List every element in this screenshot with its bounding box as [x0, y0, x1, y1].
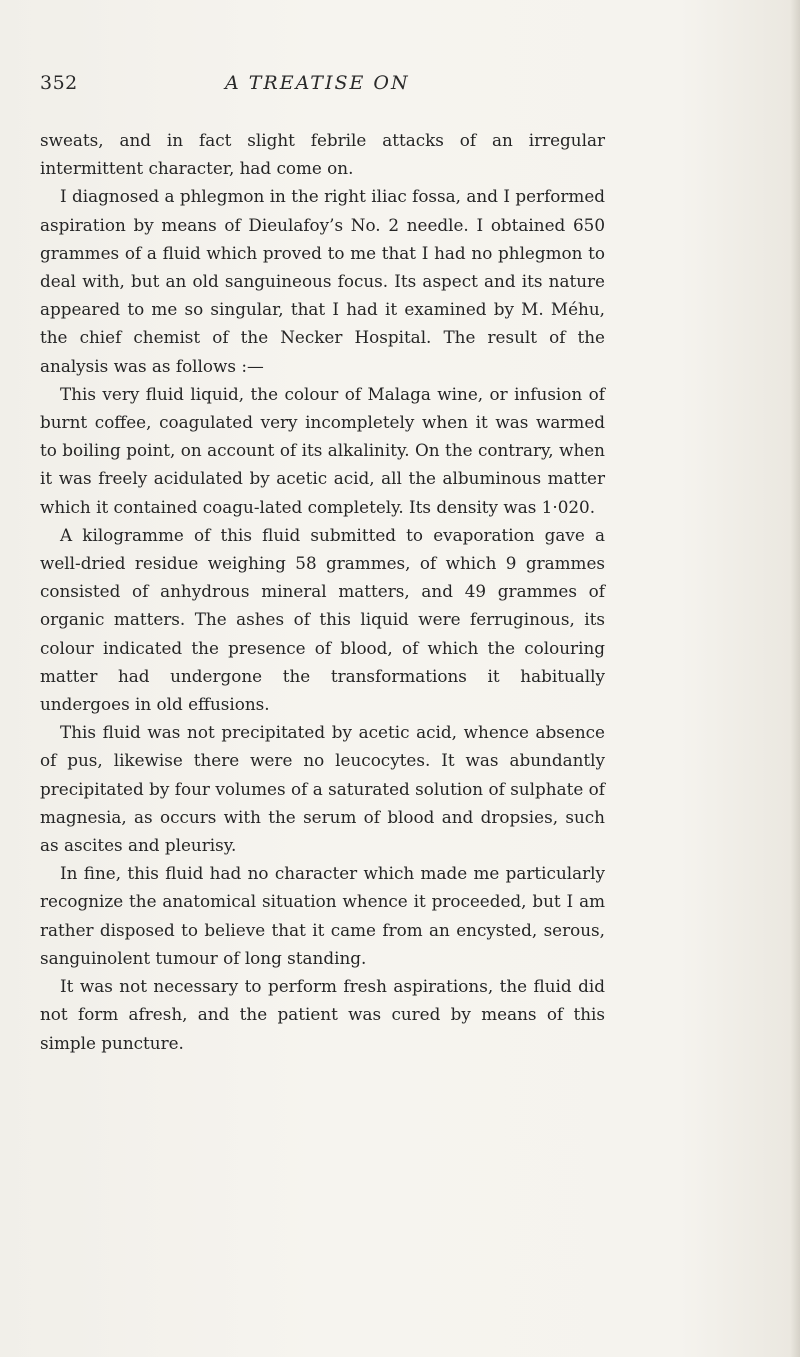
page-edge-shadow [790, 0, 800, 1357]
paragraph-5: This fluid was not precipitated by acetic acid, whence absence of pus, likewise there were no leucocytes. It was abundantly precipitated by four volumes of a saturated solution of sulphate of magnesia, as occurs with the serum of blood and dropsies, such as ascites and pleurisy. [40, 722, 605, 856]
page-number: 352 [40, 72, 78, 94]
running-head [40, 72, 600, 102]
paragraph-6: In fine, this fluid had no character which made me particularly recognize the anatomical situation whence it proceeded, but I am rather disposed to believe that it came from an encysted, serous, sanguinolent tumour of long standing. [40, 863, 605, 968]
running-title: A TREATISE ON [225, 72, 410, 94]
paragraph-1: sweats, and in fact slight febrile attacks of an irregular intermittent character, had come on. [40, 130, 605, 179]
paragraph-3: This very fluid liquid, the colour of Malaga wine, or infusion of burnt coffee, coagulated very incompletely when it was warmed to boiling point, on account of its alkalinity. On the contrary, when it was freely acidulated by acetic acid, all the albuminous matter which it contained coagu-lated completely. Its density was 1·020. [40, 383, 605, 517]
body-text [40, 126, 605, 1057]
paragraph-7: It was not necessary to perform fresh aspirations, the fluid did not form afresh, and the patient was cured by means of this simple puncture. [40, 976, 605, 1053]
paragraph-4: A kilogramme of this fluid submitted to evaporation gave a well-dried residue weighing 58 grammes, of which 9 grammes consisted of anhydrous mineral matters, and 49 grammes of organic matters. The ashes of this liquid were ferruginous, its colour indicated the presence of blood, of which the colouring matter had undergone the transformations it habitually undergoes in old effusions. [40, 524, 605, 715]
paragraph-2: I diagnosed a phlegmon in the right iliac fossa, and I performed aspiration by means of Dieulafoy’s No. 2 needle. I obtained 650 grammes of a fluid which proved to me that I had no phlegmon to deal with, but an old sanguineous focus. Its aspect and its nature appeared to me so singular, that I had it examined by M. Méhu, the chief chemist of the Necker Hospital. The result of the analysis was as follows :— [40, 186, 605, 376]
